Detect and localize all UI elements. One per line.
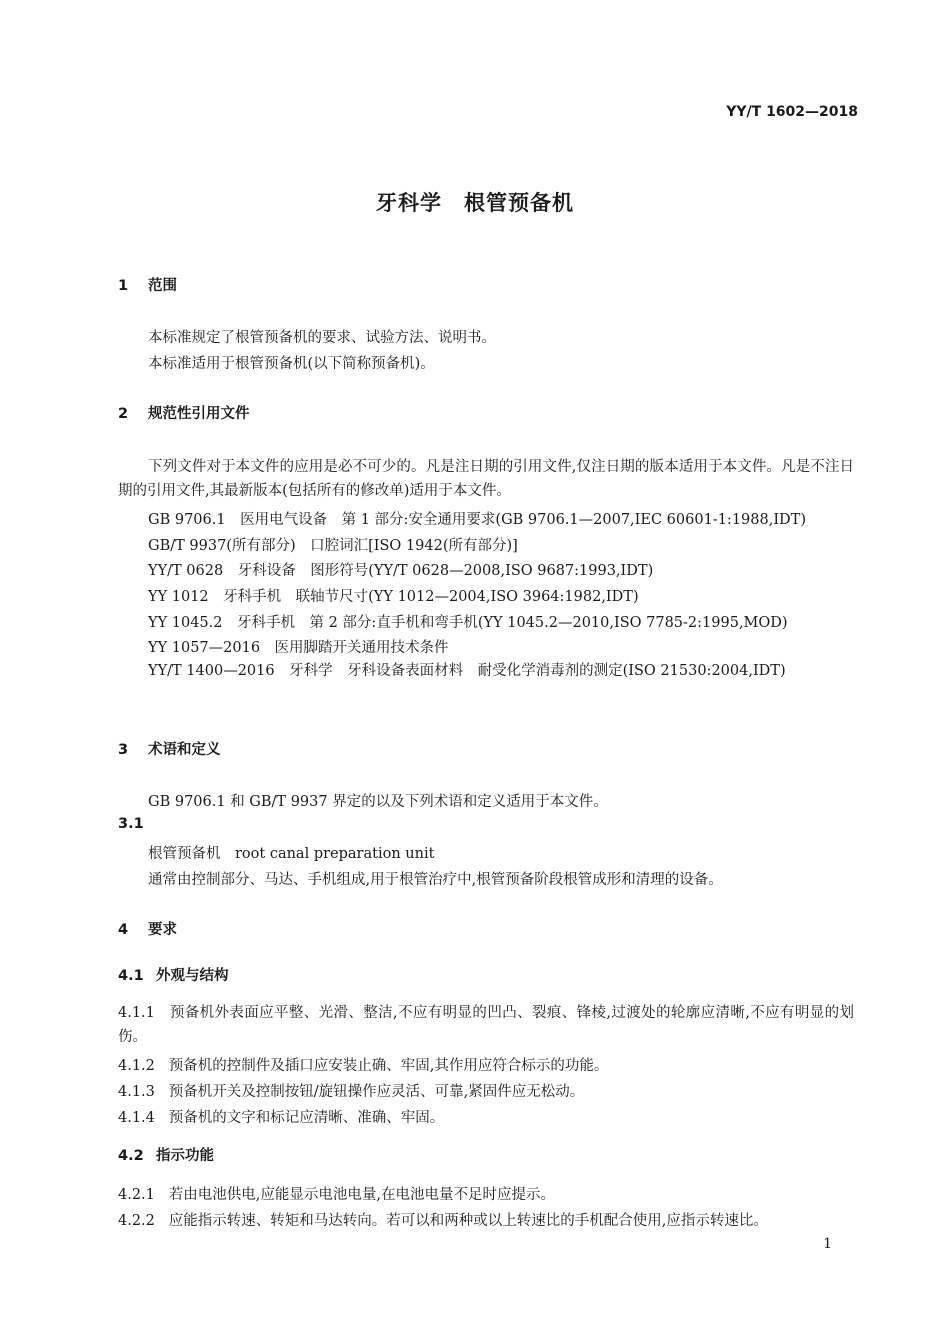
clause-number: 4.2.2	[118, 1213, 155, 1229]
reference-item: YY 1045.2 牙科手机 第 2 部分:直手机和弯手机(YY 1045.2—2010,ISO 7785-2:1995,MOD)	[148, 615, 788, 631]
reference-item: YY 1057—2016 医用脚踏开关通用技术条件	[148, 640, 449, 656]
term-3-1-number: 3.1	[118, 816, 144, 832]
page-number: 1	[823, 1236, 832, 1252]
section-1-heading: 1 范围	[118, 278, 177, 294]
section-4-heading: 4 要求	[118, 922, 177, 938]
term-3-1-definition: 通常由控制部分、马达、手机组成,用于根管治疗中,根管预备阶段根管成形和清理的设备。	[148, 872, 723, 888]
section-4-1-heading: 4.1 外观与结构	[118, 968, 229, 984]
clause-number: 4.1.2	[118, 1058, 155, 1074]
section-1-paragraph-2: 本标准适用于根管预备机(以下简称预备机)。	[148, 356, 435, 372]
clause-number: 4.1.1	[118, 1005, 155, 1021]
title-part-1: 牙科学	[376, 191, 442, 215]
clause-4-1-3	[118, 1080, 584, 1101]
section-3-intro: GB 9706.1 和 GB/T 9937 界定的以及下列术语和定义适用于本文件。	[148, 794, 608, 810]
reference-item: YY 1012 牙科手机 联轴节尺寸(YY 1012—2004,ISO 3964:1982,IDT)	[148, 589, 639, 605]
section-2-intro: 下列文件对于本文件的应用是必不可少的。凡是注日期的引用文件,仅注日期的版本适用于本文件。凡是不注日期的引用文件,其最新版本(包括所有的修改单)适用于本文件。	[118, 459, 854, 499]
standard-number: YY/T 1602—2018	[726, 104, 858, 120]
title-part-2: 根管预备机	[464, 191, 574, 215]
clause-text: 预备机外表面应平整、光滑、整洁,不应有明显的凹凸、裂痕、锋棱,过渡处的轮廓应清晰,不应有明显的划伤。	[118, 1005, 854, 1045]
reference-item: GB 9706.1 医用电气设备 第 1 部分:安全通用要求(GB 9706.1—2007,IEC 60601-1:1988,IDT)	[148, 512, 807, 528]
section-4-2-heading: 4.2 指示功能	[118, 1148, 214, 1164]
clause-text: 预备机的文字和标记应清晰、准确、牢固。	[168, 1110, 445, 1126]
clause-number: 4.1.4	[118, 1110, 155, 1126]
clause-text: 预备机开关及控制按钮/旋钮操作应灵活、可靠,紧固件应无松动。	[168, 1084, 585, 1100]
document-title	[0, 187, 950, 217]
term-3-1: 根管预备机 root canal preparation unit	[148, 846, 435, 862]
clause-4-1-1	[118, 1001, 854, 1049]
clause-4-2-2	[118, 1209, 768, 1230]
clause-text: 预备机的控制件及插口应安装止确、牢固,其作用应符合标示的功能。	[168, 1058, 609, 1074]
section-2-heading: 2 规范性引用文件	[118, 406, 250, 422]
section-3-heading: 3 术语和定义	[118, 742, 221, 758]
clause-4-1-4	[118, 1106, 444, 1127]
clause-number: 4.2.1	[118, 1187, 155, 1203]
section-1-paragraph-1: 本标准规定了根管预备机的要求、试验方法、说明书。	[148, 330, 496, 346]
clause-4-2-1	[118, 1183, 555, 1204]
clause-text: 若由电池供电,应能显示电池电量,在电池电量不足时应提示。	[168, 1187, 555, 1203]
clause-4-1-2	[118, 1054, 608, 1075]
reference-item: YY/T 1400—2016 牙科学 牙科设备表面材料 耐受化学消毒剂的测定(ISO 21530:2004,IDT)	[148, 663, 786, 679]
reference-item: GB/T 9937(所有部分) 口腔词汇[ISO 1942(所有部分)]	[148, 538, 518, 554]
clause-number: 4.1.3	[118, 1084, 155, 1100]
clause-text: 应能指示转速、转矩和马达转向。若可以和两种或以上转速比的手机配合使用,应指示转速比。	[168, 1213, 768, 1229]
reference-item: YY/T 0628 牙科设备 图形符号(YY/T 0628—2008,ISO 9687:1993,IDT)	[148, 563, 654, 579]
